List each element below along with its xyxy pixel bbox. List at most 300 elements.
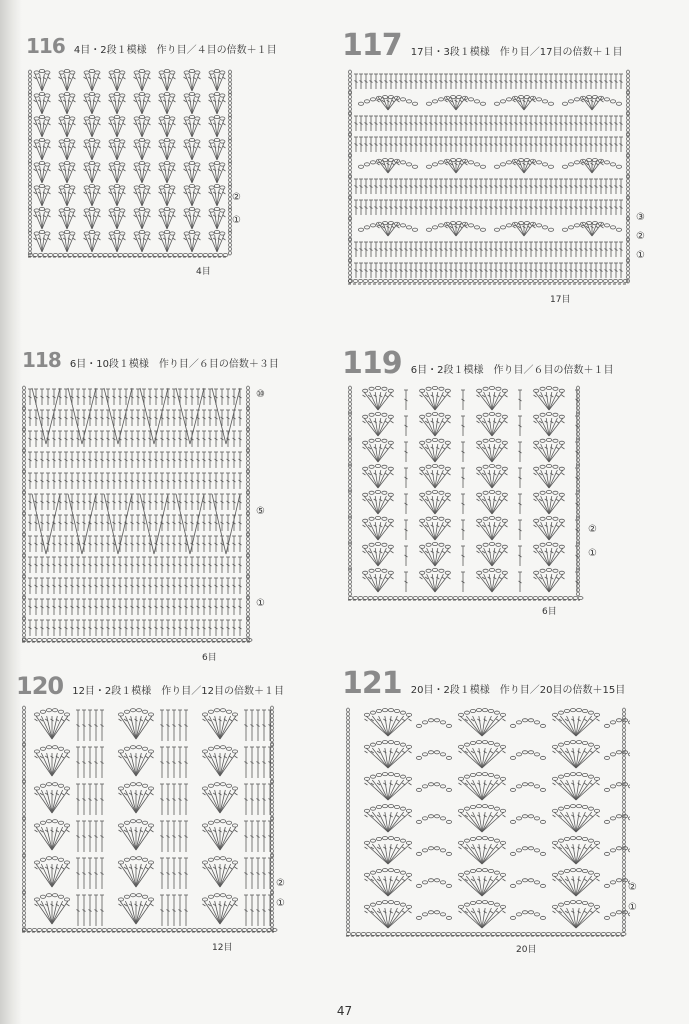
turning-chain (23, 854, 26, 894)
chain-arc (534, 568, 565, 574)
double-crochet (544, 200, 548, 215)
shell-stitch (534, 392, 565, 410)
shell-stitch (134, 74, 151, 91)
pattern-description: 17目・3段１模様 作り目／17目の倍数＋１目 (410, 47, 623, 58)
double-crochet (514, 200, 518, 215)
shell-stitch (203, 753, 238, 776)
double-crochet (504, 242, 508, 257)
double-crochet (564, 242, 568, 257)
double-crochet (579, 137, 583, 152)
turning-chain (23, 891, 26, 931)
double-crochet (494, 137, 498, 152)
shell-stitch (59, 97, 76, 114)
lace-triangles (32, 388, 240, 554)
shell-stitch (363, 392, 394, 410)
shell-stitch (534, 574, 565, 592)
double-crochet (214, 536, 218, 552)
double-crochet (184, 821, 188, 852)
pattern-description: 6目・2段１模様 作り目／６目の倍数＋１目 (410, 365, 614, 376)
chain-arc (34, 746, 69, 753)
double-crochet (379, 263, 383, 278)
double-crochet (559, 179, 563, 194)
chain-arc (552, 773, 599, 781)
double-crochet (46, 578, 50, 594)
double-crochet (504, 116, 508, 131)
double-crochet (384, 74, 388, 89)
double-crochet (519, 137, 523, 152)
double-crochet (100, 710, 104, 741)
double-crochet (518, 572, 522, 592)
double-crochet (364, 263, 368, 278)
double-crochet (479, 137, 483, 152)
chain-arc (534, 490, 565, 496)
double-crochet (464, 242, 468, 257)
double-crochet (166, 821, 170, 852)
double-crochet (424, 179, 428, 194)
double-crochet (409, 74, 413, 89)
double-crochet (244, 858, 248, 889)
double-crochet (100, 410, 104, 426)
double-crochet (70, 536, 74, 552)
double-crochet (574, 263, 578, 278)
turning-chain (29, 139, 32, 163)
shell-stitch (534, 496, 565, 514)
double-crochet (374, 200, 378, 215)
shell-stitch (84, 143, 101, 160)
double-crochet (196, 536, 200, 552)
double-crochet (208, 578, 212, 594)
shell-stitch (420, 418, 451, 436)
double-crochet (404, 74, 408, 89)
chain-arc (59, 115, 75, 120)
double-crochet (172, 452, 176, 468)
shell-stitch (203, 827, 238, 850)
double-crochet (464, 74, 468, 89)
double-crochet (76, 578, 80, 594)
double-crochet (64, 557, 68, 573)
row-marker-2: ② (276, 878, 285, 889)
double-crochet (160, 858, 164, 889)
double-crochet (172, 557, 176, 573)
shell-stitch (365, 876, 412, 896)
shell-stitch (203, 864, 238, 887)
turning-chain (627, 238, 630, 262)
double-crochet (569, 200, 573, 215)
double-crochet (389, 116, 393, 131)
double-crochet (148, 473, 152, 489)
double-crochet (534, 179, 538, 194)
double-crochet (575, 572, 579, 592)
double-crochet (399, 74, 403, 89)
double-crochet (94, 473, 98, 489)
double-crochet (202, 494, 206, 510)
double-crochet (369, 242, 373, 257)
double-crochet (88, 578, 92, 594)
shell-stitch (159, 120, 176, 137)
stitch-diagram-118 (22, 384, 254, 648)
chain-arc (458, 869, 505, 877)
double-crochet (479, 179, 483, 194)
double-crochet (469, 74, 473, 89)
chain-arc (202, 746, 237, 753)
double-crochet (262, 747, 266, 778)
double-crochet (594, 74, 598, 89)
double-crochet (262, 821, 266, 852)
turning-chain (349, 154, 352, 178)
double-crochet (384, 137, 388, 152)
double-crochet (70, 494, 74, 510)
double-crochet (94, 410, 98, 426)
double-crochet (394, 242, 398, 257)
double-crochet (614, 116, 618, 131)
double-crochet (424, 137, 428, 152)
double-crochet (614, 74, 618, 89)
chain-arc (363, 464, 394, 470)
double-crochet (52, 389, 56, 405)
shell-stitch (420, 496, 451, 514)
double-crochet (88, 620, 92, 636)
double-crochet (100, 389, 104, 405)
double-crochet (534, 137, 538, 152)
double-crochet (190, 599, 194, 615)
turning-chain (29, 162, 32, 186)
double-crochet (178, 895, 182, 926)
double-crochet (384, 263, 388, 278)
double-crochet (569, 179, 573, 194)
double-crochet (609, 137, 613, 152)
turning-chain (349, 70, 352, 94)
chain-arc (458, 709, 505, 717)
shell-stitch (459, 844, 506, 864)
double-crochet (414, 242, 418, 257)
double-crochet (459, 263, 463, 278)
double-crochet (509, 116, 513, 131)
double-crochet (424, 200, 428, 215)
double-crochet (459, 242, 463, 257)
chain-arc (510, 719, 545, 728)
double-crochet (474, 137, 478, 152)
double-crochet (190, 410, 194, 426)
double-crochet (499, 263, 503, 278)
double-crochet (166, 710, 170, 741)
chain-arc (34, 230, 50, 235)
shell-stitch (363, 522, 394, 540)
pattern-description: 4目・2段１模様 作り目／４目の倍数＋１目 (73, 45, 277, 56)
double-crochet (130, 599, 134, 615)
shell-stitch (119, 716, 154, 739)
chain-arc (420, 516, 451, 522)
double-crochet (404, 468, 408, 488)
double-crochet (88, 784, 92, 815)
double-crochet (444, 263, 448, 278)
double-crochet (88, 473, 92, 489)
turning-chain (627, 154, 630, 178)
double-crochet (474, 263, 478, 278)
double-crochet (409, 200, 413, 215)
shell-stitch (35, 753, 70, 776)
double-crochet (142, 599, 146, 615)
double-crochet (154, 389, 158, 405)
double-crochet (154, 557, 158, 573)
turning-chain (247, 512, 250, 536)
chain-arc (109, 115, 125, 120)
turning-chain (349, 464, 352, 492)
double-crochet (384, 242, 388, 257)
double-crochet (534, 242, 538, 257)
double-crochet (184, 858, 188, 889)
double-crochet (579, 263, 583, 278)
shell-stitch (109, 189, 126, 206)
double-crochet (28, 536, 32, 552)
double-crochet (519, 74, 523, 89)
pattern-number: 116 (26, 34, 65, 58)
double-crochet (76, 389, 80, 405)
double-crochet (106, 578, 110, 594)
double-crochet (94, 710, 98, 741)
double-crochet (604, 242, 608, 257)
double-crochet (369, 74, 373, 89)
double-crochet (238, 536, 242, 552)
chain-arc (363, 438, 394, 444)
double-crochet (464, 200, 468, 215)
double-crochet (142, 536, 146, 552)
double-crochet (454, 263, 458, 278)
shell-stitch (84, 97, 101, 114)
double-crochet (414, 74, 418, 89)
shell-stitch (209, 189, 226, 206)
shell-stitch (34, 189, 51, 206)
double-crochet (178, 599, 182, 615)
double-crochet (579, 179, 583, 194)
double-crochet (474, 242, 478, 257)
double-crochet (539, 242, 543, 257)
double-crochet (434, 263, 438, 278)
double-crochet (489, 137, 493, 152)
double-crochet (364, 137, 368, 152)
chain-arc (84, 161, 100, 166)
double-crochet (379, 74, 383, 89)
double-crochet (226, 452, 230, 468)
chain-arc (552, 709, 599, 717)
shell-stitch (445, 97, 468, 110)
double-crochet (28, 410, 32, 426)
shell-stitch (363, 418, 394, 436)
double-crochet (118, 410, 122, 426)
double-crochet (82, 710, 86, 741)
double-crochet (100, 784, 104, 815)
double-crochet (379, 242, 383, 257)
turning-chain (247, 470, 250, 494)
double-crochet (379, 200, 383, 215)
double-crochet (220, 599, 224, 615)
double-crochet (106, 494, 110, 510)
double-crochet (154, 431, 158, 447)
shell-stitch (119, 901, 154, 924)
double-crochet (374, 242, 378, 257)
double-crochet (589, 242, 593, 257)
double-crochet (354, 263, 358, 278)
double-crochet (142, 557, 146, 573)
turning-chain (349, 196, 352, 220)
turning-chain (349, 412, 352, 440)
double-crochet (160, 895, 164, 926)
double-crochet (424, 242, 428, 257)
chain-arc (84, 115, 100, 120)
double-crochet (112, 599, 116, 615)
double-crochet (160, 536, 164, 552)
double-crochet (444, 74, 448, 89)
double-crochet (232, 557, 236, 573)
double-crochet (584, 179, 588, 194)
double-crochet (599, 242, 603, 257)
shell-stitch (84, 166, 101, 183)
turning-chain (29, 116, 32, 140)
double-crochet (238, 578, 242, 594)
turning-chain (29, 185, 32, 209)
double-crochet (64, 452, 68, 468)
chain-arc (118, 857, 153, 864)
double-crochet (100, 578, 104, 594)
double-crochet (124, 599, 128, 615)
turning-chain (347, 868, 350, 900)
double-crochet (160, 710, 164, 741)
chain-arc (159, 92, 175, 97)
double-crochet (364, 179, 368, 194)
double-crochet (94, 620, 98, 636)
double-crochet (559, 242, 563, 257)
chain-arc (34, 115, 50, 120)
shell-stitch (203, 716, 238, 739)
double-crochet (226, 578, 230, 594)
shell-stitch (209, 143, 226, 160)
shell-stitch (477, 522, 508, 540)
chain-arc (59, 184, 75, 189)
double-crochet (449, 200, 453, 215)
shell-stitch (534, 522, 565, 540)
double-crochet (172, 895, 176, 926)
double-crochet (354, 242, 358, 257)
turning-chain (229, 162, 232, 186)
double-crochet (604, 116, 608, 131)
chain-arc (134, 69, 150, 74)
double-crochet (184, 599, 188, 615)
double-crochet (575, 442, 579, 462)
double-crochet (529, 200, 533, 215)
double-crochet (124, 620, 128, 636)
shell-stitch (459, 748, 506, 768)
chain-arc (209, 138, 225, 143)
double-crochet (529, 74, 533, 89)
turning-chain (627, 217, 630, 241)
double-crochet (28, 557, 32, 573)
double-crochet (70, 620, 74, 636)
double-crochet (64, 494, 68, 510)
double-crochet (250, 747, 254, 778)
double-crochet (154, 620, 158, 636)
double-crochet (559, 137, 563, 152)
double-crochet (52, 431, 56, 447)
double-crochet (454, 74, 458, 89)
double-crochet (504, 179, 508, 194)
double-crochet (429, 200, 433, 215)
shell-stitch (513, 97, 536, 110)
double-crochet (94, 858, 98, 889)
chain-arc (209, 92, 225, 97)
double-crochet (256, 710, 260, 741)
double-crochet (359, 263, 363, 278)
chain-arc (159, 69, 175, 74)
shell-stitch (159, 235, 176, 252)
shell-stitch (365, 908, 412, 928)
double-crochet (58, 557, 62, 573)
double-crochet (124, 557, 128, 573)
chain-arc (34, 709, 69, 716)
double-crochet (579, 242, 583, 257)
turning-chain (247, 449, 250, 473)
double-crochet (166, 599, 170, 615)
double-crochet (524, 137, 528, 152)
double-crochet (226, 410, 230, 426)
double-crochet (244, 895, 248, 926)
double-crochet (208, 494, 212, 510)
double-crochet (130, 494, 134, 510)
double-crochet (599, 74, 603, 89)
shell-stitch (35, 901, 70, 924)
double-crochet (374, 74, 378, 89)
double-crochet (94, 895, 98, 926)
chain-arc (477, 386, 508, 392)
stitch-diagram-120 (22, 704, 278, 936)
turning-chain (23, 817, 26, 857)
double-crochet (154, 515, 158, 531)
chain-arc (59, 92, 75, 97)
double-crochet (136, 536, 140, 552)
double-crochet (196, 515, 200, 531)
shell-stitch (184, 97, 201, 114)
double-crochet (238, 494, 242, 510)
double-crochet (594, 263, 598, 278)
double-crochet (166, 431, 170, 447)
double-crochet (82, 410, 86, 426)
turning-chain (247, 575, 250, 599)
double-crochet (549, 116, 553, 131)
double-crochet (238, 515, 242, 531)
double-crochet (118, 578, 122, 594)
double-crochet (579, 116, 583, 131)
chain-arc (552, 901, 599, 909)
double-crochet (196, 389, 200, 405)
double-crochet (584, 200, 588, 215)
double-crochet (94, 557, 98, 573)
double-crochet (226, 431, 230, 447)
shell-stitch (363, 548, 394, 566)
chain-arc (202, 857, 237, 864)
double-crochet (220, 473, 224, 489)
double-crochet (369, 200, 373, 215)
shell-stitch (534, 444, 565, 462)
double-crochet (130, 620, 134, 636)
double-crochet (82, 599, 86, 615)
shell-stitch (459, 716, 506, 736)
double-crochet (76, 599, 80, 615)
shell-stitch (159, 97, 176, 114)
double-crochet (554, 179, 558, 194)
chain-arc (420, 490, 451, 496)
double-crochet (494, 263, 498, 278)
double-crochet (399, 200, 403, 215)
shell-stitch (203, 901, 238, 924)
pattern-number: 119 (342, 346, 402, 381)
